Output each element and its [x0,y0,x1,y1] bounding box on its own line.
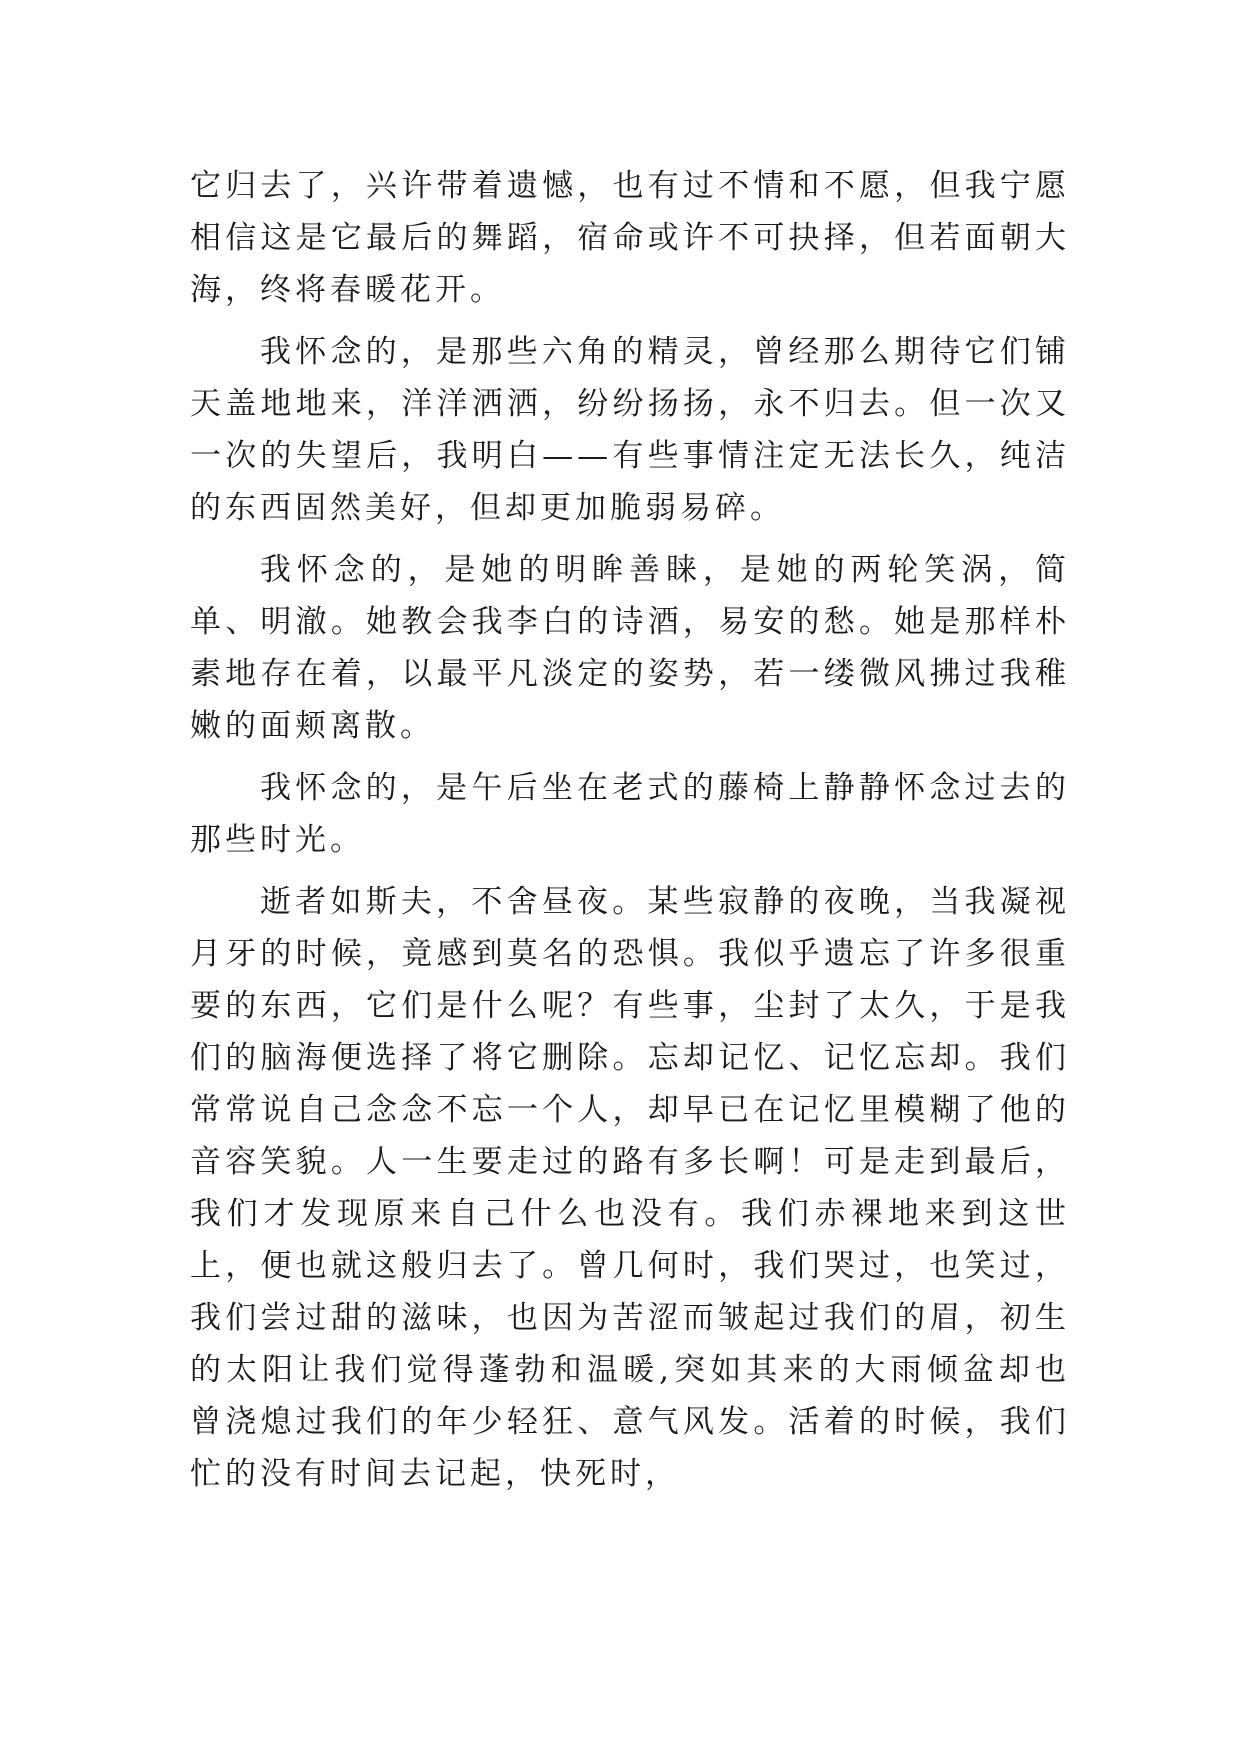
document-body [190,160,1070,1500]
paragraph-5: 逝者如斯夫，不舍昼夜。某些寂静的夜晚，当我凝视月牙的时候，竟感到莫名的恐惧。我似乎遗忘了许多很重要的东西，它们是什么呢？有些事，尘封了太久，于是我们的脑海便选择了将它删除。忘却记忆、记忆忘却。我们常常说自己念念不忘一个人，却早已在记忆里模糊了他的音容笑貌。人一生要走过的路有多长啊！可是走到最后，我们才发现原来自己什么也没有。我们赤裸地来到这世上，便也就这般归去了。曾几何时，我们哭过，也笑过，我们尝过甜的滋味，也因为苦涩而皱起过我们的眉，初生的太阳让我们觉得蓬勃和温暖,突如其来的大雨倾盆却也曾浇熄过我们的年少轻狂、意气风发。活着的时候，我们忙的没有时间去记起，快死时， [190,884,1070,1492]
paragraph-3: 我怀念的，是她的明眸善睐，是她的两轮笑涡，简单、明澈。她教会我李白的诗酒，易安的愁。她是那样朴素地存在着，以最平凡淡定的姿势，若一缕微风拂过我稚嫩的面颊离散。 [190,552,1070,744]
paragraph-2: 我怀念的，是那些六角的精灵，曾经那么期待它们铺天盖地地来，洋洋洒洒，纷纷扬扬，永不归去。但一次又一次的失望后，我明白——有些事情注定无法长久，纯洁的东西固然美好，但却更加脆弱易碎。 [190,334,1070,526]
paragraph-1: 它归去了，兴许带着遗憾，也有过不情和不愿，但我宁愿相信这是它最后的舞蹈，宿命或许不可抉择，但若面朝大海，终将春暖花开。 [190,168,1070,308]
paragraph-4: 我怀念的，是午后坐在老式的藤椅上静静怀念过去的那些时光。 [190,770,1070,858]
